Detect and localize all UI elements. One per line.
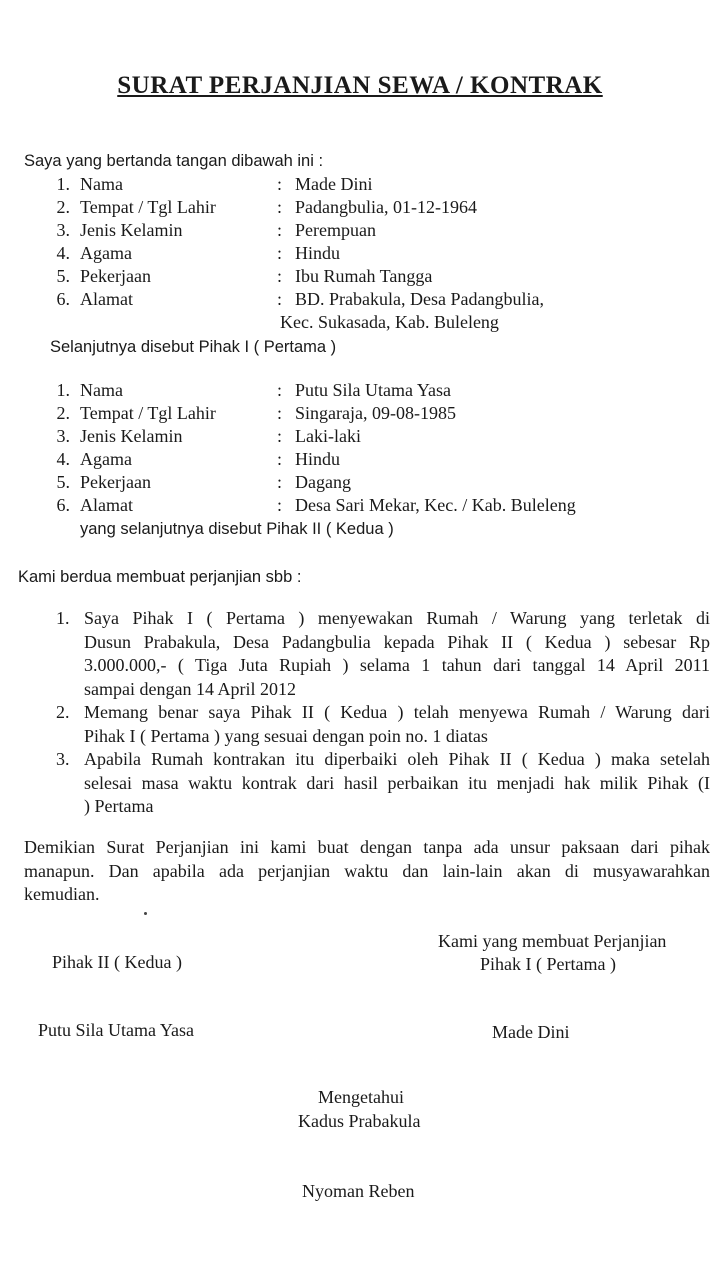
party2-field-birth: 2. Tempat / Tgl Lahir : Singaraja, 09-08-1985 — [56, 403, 456, 423]
party2-field-religion: 4. Agama : Hindu — [56, 449, 340, 469]
left-party-label: Pihak II ( Kedua ) — [52, 952, 182, 972]
closing-line: kemudian. — [24, 884, 100, 904]
party1-field-address: 6. Alamat : BD. Prabakula, Desa Padangbulia, — [56, 289, 544, 309]
clause-line: Dusun Prabakula, Desa Padangbulia kepada Pihak II ( Kedua ) sebesar Rp — [84, 631, 710, 652]
party2-field-address: 6. Alamat : Desa Sari Mekar, Kec. / Kab. Buleleng — [56, 495, 576, 515]
makers-label: Kami yang membuat Perjanjian — [438, 931, 667, 951]
party2-field-occupation: 5. Pekerjaan : Dagang — [56, 472, 351, 492]
intro-text: Saya yang bertanda tangan dibawah ini : — [24, 152, 324, 170]
agreement-intro: Kami berdua membuat perjanjian sbb : — [18, 568, 302, 586]
party1-field-occupation: 5. Pekerjaan : Ibu Rumah Tangga — [56, 266, 433, 286]
party2-field-name: 1. Nama : Putu Sila Utama Yasa — [56, 380, 452, 400]
closing-line: manapun. Dan apabila ada perjanjian waktu dan lain-lain akan di musyawarahkan — [24, 860, 710, 881]
document-title: SURAT PERJANJIAN SEWA / KONTRAK — [117, 72, 603, 99]
clause-line: Memang benar saya Pihak II ( Kedua ) telah menyewa Rumah / Warung dari — [84, 702, 710, 722]
clause-number: 1. — [56, 608, 70, 628]
right-signatory-name: Made Dini — [492, 1022, 570, 1042]
clause-number: 3. — [56, 749, 70, 769]
clause-line: Apabila Rumah kontrakan itu diperbaiki oleh Pihak II ( Kedua ) maka setelah — [84, 749, 710, 769]
right-party-label: Pihak I ( Pertama ) — [480, 954, 616, 974]
party1-field-birth: 2. Tempat / Tgl Lahir : Padangbulia, 01-12-1964 — [56, 197, 477, 217]
closing-paragraph — [24, 836, 710, 907]
party1-address-line2: Kec. Sukasada, Kab. Buleleng — [280, 312, 499, 332]
clause-line: Saya Pihak I ( Pertama ) menyewakan Rumah / Warung yang terletak di — [84, 608, 710, 628]
clause-number: 2. — [56, 702, 70, 722]
party1-designation: Selanjutnya disebut Pihak I ( Pertama ) — [50, 338, 337, 356]
clause-3 — [84, 748, 710, 819]
clause-line: 3.000.000,- ( Tiga Juta Rupiah ) selama 1 tahun dari tanggal 14 April 2011 — [84, 655, 710, 675]
clause-line: ) Pertama — [84, 796, 154, 816]
party1-field-gender: 3. Jenis Kelamin : Perempuan — [56, 220, 376, 240]
party1-field-name: 1. Nama : Made Dini — [56, 174, 373, 194]
clause-line: Pihak I ( Pertama ) yang sesuai dengan poin no. 1 diatas — [84, 725, 488, 746]
clause-2 — [84, 701, 710, 748]
ink-speck — [144, 912, 147, 915]
witness-label: Mengetahui — [318, 1087, 404, 1107]
clause-line: selesai masa waktu kontrak dari hasil perbaikan itu menjadi hak milik Pihak (I — [84, 772, 710, 793]
clause-1 — [84, 607, 710, 701]
clause-line: sampai dengan 14 April 2012 — [84, 678, 296, 699]
closing-line: Demikian Surat Perjanjian ini kami buat dengan tanpa ada unsur paksaan dari pihak — [24, 837, 710, 857]
witness-role: Kadus Prabakula — [298, 1111, 421, 1131]
party1-field-religion: 4. Agama : Hindu — [56, 243, 340, 263]
party2-designation: yang selanjutnya disebut Pihak II ( Kedua ) — [80, 520, 394, 538]
left-signatory-name: Putu Sila Utama Yasa — [38, 1020, 195, 1040]
party2-field-gender: 3. Jenis Kelamin : Laki-laki — [56, 426, 361, 446]
witness-name: Nyoman Reben — [302, 1181, 415, 1201]
